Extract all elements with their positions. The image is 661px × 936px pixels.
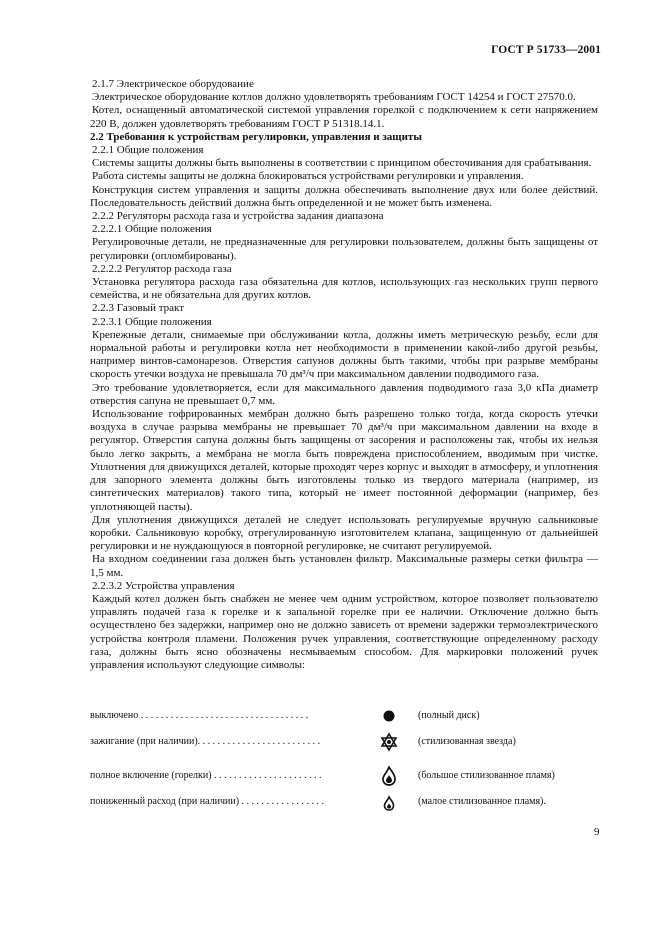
small-flame-icon bbox=[380, 792, 398, 812]
paragraph: Для уплотнения движущихся деталей не следует использовать регулируемые вручную сальниковые коробки. Сальниковую коробку, отрегулированную изготовителем клапана, защищенную от дальнейшей регулировки и не нуждающуюся в повторной регулировке, не считают регулируемой. bbox=[90, 513, 598, 553]
section-heading: 2.2.2 Регуляторы расхода газа и устройства задания диапазона bbox=[92, 210, 384, 223]
symbol-label: выключено . . . . . . . . . . . . . . . . . . . . . . . . . . . . . . . . . . bbox=[90, 710, 309, 721]
section-heading: 2.2.3.2 Устройства управления bbox=[92, 579, 235, 592]
section-heading: 2.2.3.1 Общие положения bbox=[92, 315, 212, 328]
star-icon bbox=[380, 732, 398, 752]
paragraph: Системы защиты должны быть выполнены в соответствии с принципом обесточивания для срабатывания. bbox=[92, 157, 592, 170]
section-heading-bold: 2.2 Требования к устройствам регулировки, управления и защиты bbox=[90, 130, 422, 143]
large-flame-icon bbox=[380, 766, 398, 786]
paragraph: На входном соединении газа должен быть установлен фильтр. Максимальные размеры сетки фильтра — 1,5 мм. bbox=[90, 553, 598, 579]
symbol-description: (малое стилизованное пламя). bbox=[418, 796, 546, 807]
symbol-label: зажигание (при наличии). . . . . . . . . . . . . . . . . . . . . . . . . bbox=[90, 736, 321, 747]
symbol-row-ignition bbox=[90, 732, 610, 752]
section-heading: 2.2.3 Газовый тракт bbox=[92, 302, 185, 315]
symbol-description: (большое стилизованное пламя) bbox=[418, 770, 555, 781]
section-heading: 2.2.2.2 Регулятор расхода газа bbox=[92, 262, 232, 275]
paragraph: Это требование удовлетворяется, если для максимального давления подводимого газа 3,0 кПа диаметр отверстия сапуна не превышает 0,7 мм. bbox=[90, 381, 598, 407]
filled-disc-icon bbox=[380, 706, 398, 726]
symbol-label: полное включение (горелки) . . . . . . . . . . . . . . . . . . . . . . bbox=[90, 770, 322, 781]
paragraph: Работа системы защиты не должна блокироваться устройствами регулировки и управления. bbox=[92, 170, 524, 183]
symbol-row-full-flame bbox=[90, 766, 610, 786]
symbol-description: (стилизованная звезда) bbox=[418, 736, 516, 747]
section-heading: 2.1.7 Электрическое оборудование bbox=[92, 78, 254, 90]
document-body bbox=[90, 78, 598, 672]
section-heading: 2.2.1 Общие положения bbox=[92, 144, 204, 157]
paragraph: Каждый котел должен быть снабжен не менее чем одним устройством, которое позволяет пользователю управлять подачей газа к горелке и к запальной горелке при ее наличии. Отключение должно быть осуществлено без задержки, например оно не должно зависеть от времени задержки термоэлектрического устройства контроля пламени. Положения ручек управления, соответствующие определенному расходу газа, должны быть ясно обозначены несмываемым способом. Для маркировки положений ручек управления используют следующие символы: bbox=[90, 592, 598, 671]
paragraph: Конструкция систем управления и защиты должна обеспечивать выполнение двух или более действий. Последовательность действий должна быть определенной и не может быть изменена. bbox=[90, 183, 598, 209]
paragraph: Электрическое оборудование котлов должно удовлетворять требованиям ГОСТ 14254 и ГОСТ 27570.0. bbox=[92, 91, 576, 104]
paragraph: Использование гофрированных мембран должно быть разрешено только тогда, когда скорость утечки воздуха в случае разрыва мембраны не превышает 70 дм³/ч при максимальном давлении на входе в регулятор. Отверстия сапуна должны быть защищены от засорения и расположены так, чтобы их нельзя было легко закрыть, а мембрана не могла быть повреждена приспособлением, вводимым при чистке. Уплотнения для движущихся деталей, которые проходят через корпус и выходят в атмосферу, и уплотнения для запорного элемента должны быть изготовлены только из твердого материала (например, из синтетических материалов) такого типа, который не имеет постоянной деформации (например, без уплотняющей пасты). bbox=[90, 408, 598, 513]
symbol-label: пониженный расход (при наличии) . . . . . . . . . . . . . . . . . bbox=[90, 796, 325, 807]
standard-header: ГОСТ Р 51733—2001 bbox=[491, 44, 601, 56]
paragraph: Установка регулятора расхода газа обязательна для котлов, использующих газ нескольких групп первого семейства, и не обязательна для других котлов. bbox=[90, 276, 598, 302]
paragraph: Регулировочные детали, не предназначенные для регулировки пользователем, должны быть защищены от регулировки (опломбированы). bbox=[90, 236, 598, 262]
page-number: 9 bbox=[594, 826, 600, 838]
symbol-description: (полный диск) bbox=[418, 710, 480, 721]
symbol-row-reduced-flame bbox=[90, 792, 610, 812]
paragraph: Крепежные детали, снимаемые при обслуживании котла, должны иметь метрическую резьбу, если для нормальной работы и регулировки котла нет необходимости в применении какой-либо другой резьбы, например винтов-самонарезов. Отверстия сапунов должны быть такими, чтобы при разрыве мембраны скорость утечки воздуха не превышала 70 дм³/ч при максимальном давлении подводимого газа. bbox=[90, 328, 598, 381]
section-heading: 2.2.2.1 Общие положения bbox=[92, 223, 212, 236]
paragraph: Котел, оснащенный автоматической системой управления горелкой с подключением к сети напряжением 220 В, должен удовлетворять требованиям ГОСТ Р 51318.14.1. bbox=[90, 104, 598, 130]
symbol-row-off bbox=[90, 706, 610, 726]
